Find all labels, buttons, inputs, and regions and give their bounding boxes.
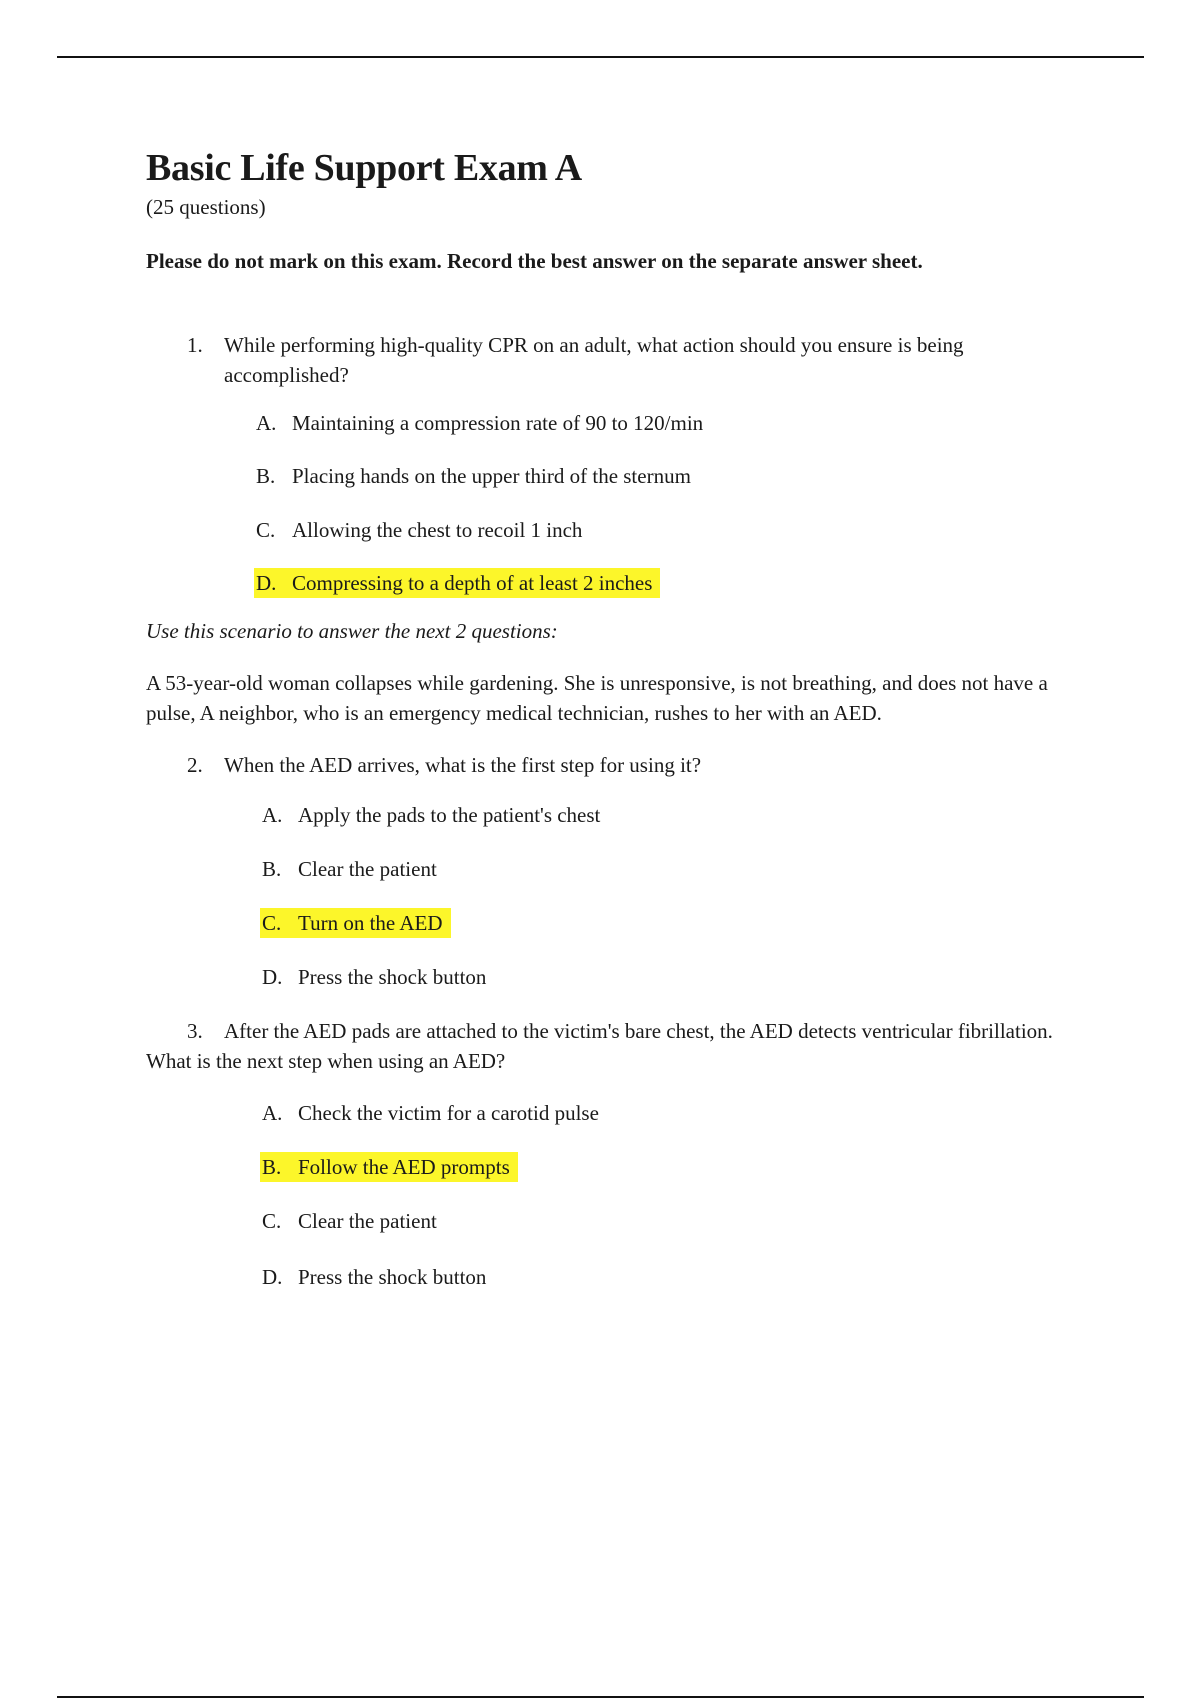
- question-number: 3.: [187, 1019, 203, 1043]
- option-letter: A.: [262, 1101, 283, 1125]
- option-letter: C.: [262, 911, 282, 935]
- question-2-stem: [146, 750, 1106, 780]
- question-number: 1.: [187, 333, 203, 357]
- option-text: Clear the patient: [298, 857, 437, 881]
- option-letter: C.: [262, 1209, 282, 1233]
- option-letter: B.: [262, 1155, 282, 1179]
- question-text-continued: What is the next step when using an AED?: [146, 1049, 506, 1073]
- option-a: [254, 408, 1106, 438]
- scenario-note: Use this scenario to answer the next 2 questions:: [146, 619, 558, 643]
- option-d-answer: [254, 568, 1106, 598]
- option-d: [260, 1262, 1106, 1292]
- answer-highlight: [254, 568, 660, 598]
- option-text: Check the victim for a carotid pulse: [298, 1101, 599, 1125]
- option-letter: D.: [262, 965, 283, 989]
- instructions: Please do not mark on this exam. Record the best answer on the separate answer sheet.: [146, 249, 923, 273]
- answer-options: [260, 800, 1106, 992]
- answer-options: [260, 1098, 1106, 1292]
- top-rule: [57, 56, 1144, 58]
- option-d: [260, 962, 1106, 992]
- question-3-stem: [146, 1016, 1106, 1046]
- answer-options: [254, 408, 1106, 598]
- option-b: [260, 854, 1106, 884]
- answer-highlight: [260, 908, 451, 938]
- question-1-stem: [146, 330, 1106, 390]
- question-text: After the AED pads are attached to the victim's bare chest, the AED detects ventricular fibrillation.: [224, 1019, 1053, 1043]
- question-2: [146, 750, 1106, 992]
- option-letter: C.: [256, 518, 276, 542]
- bottom-rule: [57, 1696, 1144, 1698]
- option-c: [254, 515, 1106, 545]
- question-count: (25 questions): [146, 195, 266, 219]
- question-text: While performing high-quality CPR on an adult, what action should you ensure is being accomplished?: [224, 333, 964, 387]
- option-text: Turn on the AED: [298, 911, 443, 935]
- option-letter: A.: [256, 411, 277, 435]
- option-text: Apply the pads to the patient's chest: [298, 803, 601, 827]
- question-3: [146, 1016, 1106, 1292]
- option-text: Allowing the chest to recoil 1 inch: [292, 518, 583, 542]
- option-c: [260, 1206, 1106, 1236]
- option-letter: B.: [256, 464, 276, 488]
- option-text: Compressing to a depth of at least 2 inches: [292, 571, 653, 595]
- question-number: 2.: [187, 753, 203, 777]
- option-a: [260, 1098, 1106, 1128]
- question-1: [146, 330, 1106, 598]
- option-letter: B.: [262, 857, 282, 881]
- exam-page: [146, 144, 1106, 1292]
- question-text: When the AED arrives, what is the first step for using it?: [224, 753, 702, 777]
- option-a: [260, 800, 1106, 830]
- option-text: Placing hands on the upper third of the sternum: [292, 464, 691, 488]
- option-text: Maintaining a compression rate of 90 to 120/min: [292, 411, 704, 435]
- option-text: Clear the patient: [298, 1209, 437, 1233]
- exam-title: Basic Life Support Exam A: [146, 147, 582, 189]
- option-letter: A.: [262, 803, 283, 827]
- answer-highlight: [260, 1152, 518, 1182]
- scenario-text: A 53-year-old woman collapses while gardening. She is unresponsive, is not breathing, and does not have a pulse, A neighbor, who is an emergency medical technician, rushes to her with an AED.: [146, 671, 1048, 725]
- option-text: Follow the AED prompts: [298, 1155, 510, 1179]
- option-b-answer: [260, 1152, 1106, 1182]
- option-text: Press the shock button: [298, 1265, 487, 1289]
- option-b: [254, 461, 1106, 491]
- option-text: Press the shock button: [298, 965, 487, 989]
- option-letter: D.: [262, 1265, 283, 1289]
- option-letter: D.: [256, 571, 277, 595]
- option-c-answer: [260, 908, 1106, 938]
